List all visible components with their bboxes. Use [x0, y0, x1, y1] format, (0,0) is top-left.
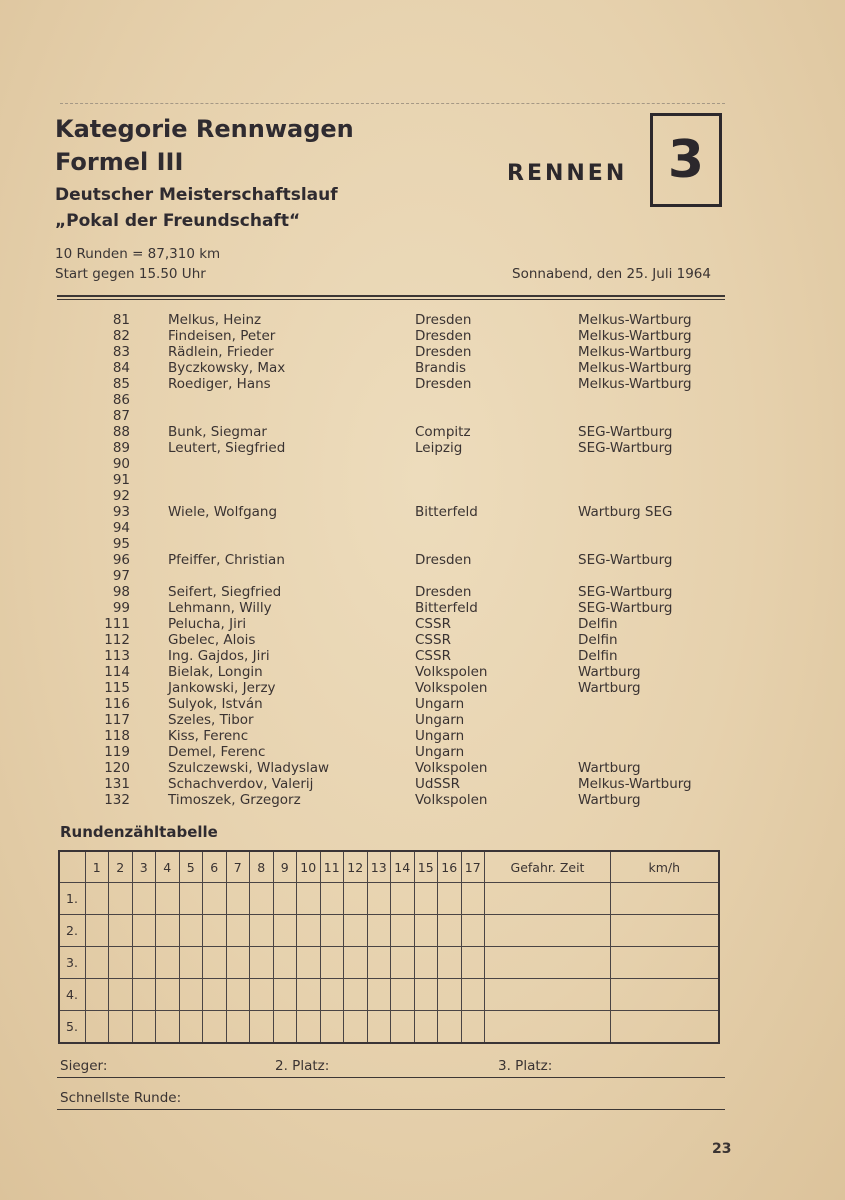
driver-name: Szulczewski, Wladyslaw: [168, 760, 330, 776]
lap-column-header: 13: [367, 851, 391, 883]
entry-number: 112: [104, 632, 130, 648]
entry-row: [0, 760, 845, 776]
car-make: Wartburg: [578, 792, 641, 808]
blank-cell: [438, 883, 462, 915]
entry-row: [0, 680, 845, 696]
blank-cell: [109, 1011, 133, 1044]
car-make: Delfin: [578, 616, 618, 632]
driver-city: Dresden: [415, 328, 472, 344]
row-label: 2.: [59, 915, 85, 947]
blank-cell: [438, 1011, 462, 1044]
driver-city: Ungarn: [415, 696, 465, 712]
blank-cell: [367, 915, 391, 947]
car-make: Wartburg: [578, 680, 641, 696]
driver-city: Volkspolen: [415, 792, 488, 808]
blank-cell: [611, 1011, 719, 1044]
blank-cell: [611, 979, 719, 1011]
lap-column-header: 15: [414, 851, 438, 883]
blank-cell: [179, 883, 203, 915]
entry-number: 96: [112, 552, 130, 568]
entry-row: [0, 696, 845, 712]
lap-column-header: 17: [461, 851, 485, 883]
entry-row: [0, 344, 845, 360]
driver-city: Leipzig: [415, 440, 463, 456]
blank-cell: [391, 979, 415, 1011]
driver-name: Kiss, Ferenc: [168, 728, 249, 744]
fastest-lap-rule: [57, 1109, 725, 1110]
blank-cell: [344, 883, 368, 915]
entry-number: 94: [112, 520, 130, 536]
blank-cell: [344, 947, 368, 979]
entry-number: 86: [112, 392, 130, 408]
race-label: RENNEN: [507, 161, 628, 186]
blank-cell: [367, 1011, 391, 1044]
entry-row: [0, 392, 845, 408]
entry-number: 111: [104, 616, 130, 632]
blank-cell: [203, 915, 227, 947]
entry-number: 131: [104, 776, 130, 792]
lap-table-row: [59, 883, 719, 915]
entry-row: [0, 536, 845, 552]
blank-cell: [156, 915, 180, 947]
entry-number: 87: [112, 408, 130, 424]
lap-table-body: [59, 883, 719, 1044]
second-place-label: 2. Platz:: [275, 1058, 330, 1074]
entry-row: [0, 632, 845, 648]
entry-number: 90: [112, 456, 130, 472]
driver-city: Dresden: [415, 312, 472, 328]
car-make: Melkus-Wartburg: [578, 376, 692, 392]
blank-cell: [461, 915, 485, 947]
driver-city: Ungarn: [415, 712, 465, 728]
blank-cell: [156, 883, 180, 915]
entry-row: [0, 568, 845, 584]
entry-row: [0, 616, 845, 632]
blank-cell: [85, 915, 109, 947]
driver-city: Dresden: [415, 584, 472, 600]
blank-cell: [250, 883, 274, 915]
blank-cell: [297, 915, 321, 947]
entry-row: [0, 504, 845, 520]
car-make: Wartburg: [578, 664, 641, 680]
driver-name: Seifert, Siegfried: [168, 584, 282, 600]
blank-cell: [179, 947, 203, 979]
car-make: SEG-Wartburg: [578, 600, 673, 616]
blank-cell: [132, 947, 156, 979]
blank-cell: [273, 883, 297, 915]
driver-city: Dresden: [415, 552, 472, 568]
blank-cell: [250, 947, 274, 979]
blank-cell: [250, 915, 274, 947]
driver-name: Pelucha, Jiri: [168, 616, 247, 632]
race-number: 3: [667, 130, 705, 190]
blank-cell: [297, 883, 321, 915]
blank-cell: [132, 979, 156, 1011]
blank-cell: [485, 947, 611, 979]
blank-cell: [250, 1011, 274, 1044]
car-make: Melkus-Wartburg: [578, 360, 692, 376]
corner-cell: [59, 851, 85, 883]
entry-row: [0, 776, 845, 792]
formula-title: Formel III: [55, 148, 184, 176]
lap-column-header: 8: [250, 851, 274, 883]
row-label: 4.: [59, 979, 85, 1011]
driver-name: Rädlein, Frieder: [168, 344, 274, 360]
driver-name: Findeisen, Peter: [168, 328, 276, 344]
driver-city: CSSR: [415, 648, 451, 664]
entry-number: 81: [112, 312, 130, 328]
driver-city: Bitterfeld: [415, 504, 478, 520]
driver-name: Ing. Gajdos, Jiri: [168, 648, 270, 664]
car-make: SEG-Wartburg: [578, 584, 673, 600]
car-make: Melkus-Wartburg: [578, 312, 692, 328]
driver-name: Sulyok, István: [168, 696, 263, 712]
third-place-label: 3. Platz:: [498, 1058, 553, 1074]
entry-number: 120: [104, 760, 130, 776]
race-distance: 10 Runden = 87,310 km: [55, 246, 221, 262]
lap-column-header: 11: [320, 851, 344, 883]
driver-name: Lehmann, Willy: [168, 600, 272, 616]
car-make: Wartburg: [578, 760, 641, 776]
driver-city: UdSSR: [415, 776, 460, 792]
row-label: 3.: [59, 947, 85, 979]
blank-cell: [109, 915, 133, 947]
driver-city: Ungarn: [415, 728, 465, 744]
blank-cell: [203, 883, 227, 915]
blank-cell: [485, 1011, 611, 1044]
driver-city: Volkspolen: [415, 664, 488, 680]
lap-column-header: 10: [297, 851, 321, 883]
blank-cell: [414, 1011, 438, 1044]
speed-column-header: km/h: [611, 851, 719, 883]
entry-number: 91: [112, 472, 130, 488]
blank-cell: [391, 915, 415, 947]
time-column-header: Gefahr. Zeit: [485, 851, 611, 883]
entry-row: [0, 408, 845, 424]
car-make: Melkus-Wartburg: [578, 776, 692, 792]
blank-cell: [320, 947, 344, 979]
blank-cell: [156, 979, 180, 1011]
blank-cell: [179, 1011, 203, 1044]
lap-column-header: 9: [273, 851, 297, 883]
driver-city: Ungarn: [415, 744, 465, 760]
driver-city: Dresden: [415, 344, 472, 360]
lap-table-row: [59, 947, 719, 979]
entry-row: [0, 584, 845, 600]
blank-cell: [391, 1011, 415, 1044]
driver-name: Jankowski, Jerzy: [168, 680, 276, 696]
header-rule-thick: [57, 295, 725, 297]
driver-city: Dresden: [415, 376, 472, 392]
driver-name: Schachverdov, Valerij: [168, 776, 314, 792]
blank-cell: [414, 883, 438, 915]
blank-cell: [367, 883, 391, 915]
blank-cell: [297, 979, 321, 1011]
blank-cell: [438, 915, 462, 947]
lap-column-header: 16: [438, 851, 462, 883]
blank-cell: [461, 947, 485, 979]
entry-number: 116: [104, 696, 130, 712]
lap-table-row: [59, 1011, 719, 1044]
entry-list: [0, 312, 845, 808]
lap-table-row: [59, 915, 719, 947]
entry-number: 119: [104, 744, 130, 760]
driver-name: Bunk, Siegmar: [168, 424, 267, 440]
row-label: 5.: [59, 1011, 85, 1044]
driver-city: Bitterfeld: [415, 600, 478, 616]
lap-column-header: 7: [226, 851, 250, 883]
entry-number: 114: [104, 664, 130, 680]
blank-cell: [485, 979, 611, 1011]
driver-city: Volkspolen: [415, 760, 488, 776]
driver-name: Szeles, Tibor: [168, 712, 254, 728]
blank-cell: [320, 915, 344, 947]
entry-number: 113: [104, 648, 130, 664]
blank-cell: [273, 947, 297, 979]
blank-cell: [109, 947, 133, 979]
blank-cell: [132, 883, 156, 915]
blank-cell: [320, 979, 344, 1011]
blank-cell: [109, 979, 133, 1011]
blank-cell: [391, 883, 415, 915]
blank-cell: [320, 1011, 344, 1044]
page-number: 23: [712, 1141, 732, 1157]
blank-cell: [461, 1011, 485, 1044]
header-rule-thin: [57, 299, 725, 300]
car-make: SEG-Wartburg: [578, 440, 673, 456]
entry-number: 132: [104, 792, 130, 808]
entry-row: [0, 664, 845, 680]
lap-column-header: 5: [179, 851, 203, 883]
entry-row: [0, 312, 845, 328]
lap-column-header: 6: [203, 851, 227, 883]
driver-city: Brandis: [415, 360, 466, 376]
lap-table-header-row: [59, 851, 719, 883]
blank-cell: [414, 915, 438, 947]
blank-cell: [226, 915, 250, 947]
entry-row: [0, 520, 845, 536]
lap-column-header: 3: [132, 851, 156, 883]
driver-city: Compitz: [415, 424, 471, 440]
blank-cell: [344, 915, 368, 947]
entry-row: [0, 424, 845, 440]
driver-city: CSSR: [415, 632, 451, 648]
entry-row: [0, 600, 845, 616]
fastest-lap-label: Schnellste Runde:: [60, 1090, 182, 1106]
driver-name: Melkus, Heinz: [168, 312, 262, 328]
blank-cell: [273, 979, 297, 1011]
blank-cell: [250, 979, 274, 1011]
blank-cell: [226, 947, 250, 979]
blank-cell: [226, 883, 250, 915]
blank-cell: [611, 947, 719, 979]
blank-cell: [226, 1011, 250, 1044]
blank-cell: [109, 883, 133, 915]
championship-title: Deutscher Meisterschaftslauf: [55, 185, 338, 205]
driver-name: Demel, Ferenc: [168, 744, 266, 760]
entry-number: 85: [112, 376, 130, 392]
car-make: SEG-Wartburg: [578, 552, 673, 568]
blank-cell: [438, 979, 462, 1011]
entry-row: [0, 488, 845, 504]
lap-column-header: 14: [391, 851, 415, 883]
blank-cell: [203, 947, 227, 979]
race-number-box: [650, 113, 722, 207]
blank-cell: [179, 979, 203, 1011]
blank-cell: [226, 979, 250, 1011]
entry-row: [0, 728, 845, 744]
winner-label: Sieger:: [60, 1058, 108, 1074]
entry-row: [0, 456, 845, 472]
entry-row: [0, 328, 845, 344]
row-label: 1.: [59, 883, 85, 915]
lap-table-row: [59, 979, 719, 1011]
entry-number: 93: [112, 504, 130, 520]
entry-row: [0, 792, 845, 808]
category-title: Kategorie Rennwagen: [55, 115, 354, 143]
blank-cell: [156, 1011, 180, 1044]
driver-name: Wiele, Wolfgang: [168, 504, 278, 520]
blank-cell: [485, 915, 611, 947]
car-make: Wartburg SEG: [578, 504, 673, 520]
driver-name: Bielak, Longin: [168, 664, 263, 680]
blank-cell: [414, 947, 438, 979]
entry-number: 118: [104, 728, 130, 744]
blank-cell: [485, 883, 611, 915]
entry-row: [0, 360, 845, 376]
driver-city: Volkspolen: [415, 680, 488, 696]
driver-name: Pfeiffer, Christian: [168, 552, 285, 568]
blank-cell: [461, 979, 485, 1011]
entry-number: 99: [112, 600, 130, 616]
car-make: SEG-Wartburg: [578, 424, 673, 440]
lap-column-header: 1: [85, 851, 109, 883]
race-date: Sonnabend, den 25. Juli 1964: [512, 266, 711, 282]
start-time: Start gegen 15.50 Uhr: [55, 266, 206, 282]
blank-cell: [273, 915, 297, 947]
blank-cell: [367, 947, 391, 979]
blank-cell: [438, 947, 462, 979]
blank-cell: [611, 915, 719, 947]
blank-cell: [344, 979, 368, 1011]
blank-cell: [344, 1011, 368, 1044]
entry-number: 89: [112, 440, 130, 456]
entry-row: [0, 744, 845, 760]
placings-rule: [57, 1077, 725, 1078]
blank-cell: [611, 883, 719, 915]
driver-name: Leutert, Siegfried: [168, 440, 286, 456]
driver-name: Gbelec, Alois: [168, 632, 256, 648]
cup-title: „Pokal der Freundschaft“: [55, 211, 301, 231]
blank-cell: [132, 1011, 156, 1044]
blank-cell: [367, 979, 391, 1011]
car-make: Melkus-Wartburg: [578, 344, 692, 360]
entry-number: 117: [104, 712, 130, 728]
blank-cell: [461, 883, 485, 915]
entry-row: [0, 648, 845, 664]
lap-table-heading: Rundenzähltabelle: [60, 823, 218, 841]
blank-cell: [85, 947, 109, 979]
entry-row: [0, 712, 845, 728]
blank-cell: [203, 979, 227, 1011]
top-dashed-rule: [60, 103, 725, 104]
blank-cell: [85, 1011, 109, 1044]
entry-number: 98: [112, 584, 130, 600]
entry-row: [0, 472, 845, 488]
entry-number: 92: [112, 488, 130, 504]
blank-cell: [273, 1011, 297, 1044]
entry-row: [0, 376, 845, 392]
lap-count-table: [58, 850, 720, 1044]
entry-row: [0, 440, 845, 456]
entry-number: 115: [104, 680, 130, 696]
car-make: Delfin: [578, 632, 618, 648]
entry-number: 88: [112, 424, 130, 440]
entry-number: 97: [112, 568, 130, 584]
driver-name: Timoszek, Grzegorz: [168, 792, 301, 808]
car-make: Delfin: [578, 648, 618, 664]
entry-number: 83: [112, 344, 130, 360]
entry-number: 82: [112, 328, 130, 344]
blank-cell: [320, 883, 344, 915]
blank-cell: [414, 979, 438, 1011]
lap-column-header: 4: [156, 851, 180, 883]
blank-cell: [391, 947, 415, 979]
entry-row: [0, 552, 845, 568]
lap-column-header: 12: [344, 851, 368, 883]
driver-city: CSSR: [415, 616, 451, 632]
blank-cell: [203, 1011, 227, 1044]
blank-cell: [179, 915, 203, 947]
blank-cell: [297, 1011, 321, 1044]
blank-cell: [132, 915, 156, 947]
blank-cell: [85, 979, 109, 1011]
car-make: Melkus-Wartburg: [578, 328, 692, 344]
driver-name: Byczkowsky, Max: [168, 360, 286, 376]
blank-cell: [85, 883, 109, 915]
driver-name: Roediger, Hans: [168, 376, 271, 392]
entry-number: 84: [112, 360, 130, 376]
blank-cell: [297, 947, 321, 979]
entry-number: 95: [112, 536, 130, 552]
blank-cell: [156, 947, 180, 979]
lap-column-header: 2: [109, 851, 133, 883]
